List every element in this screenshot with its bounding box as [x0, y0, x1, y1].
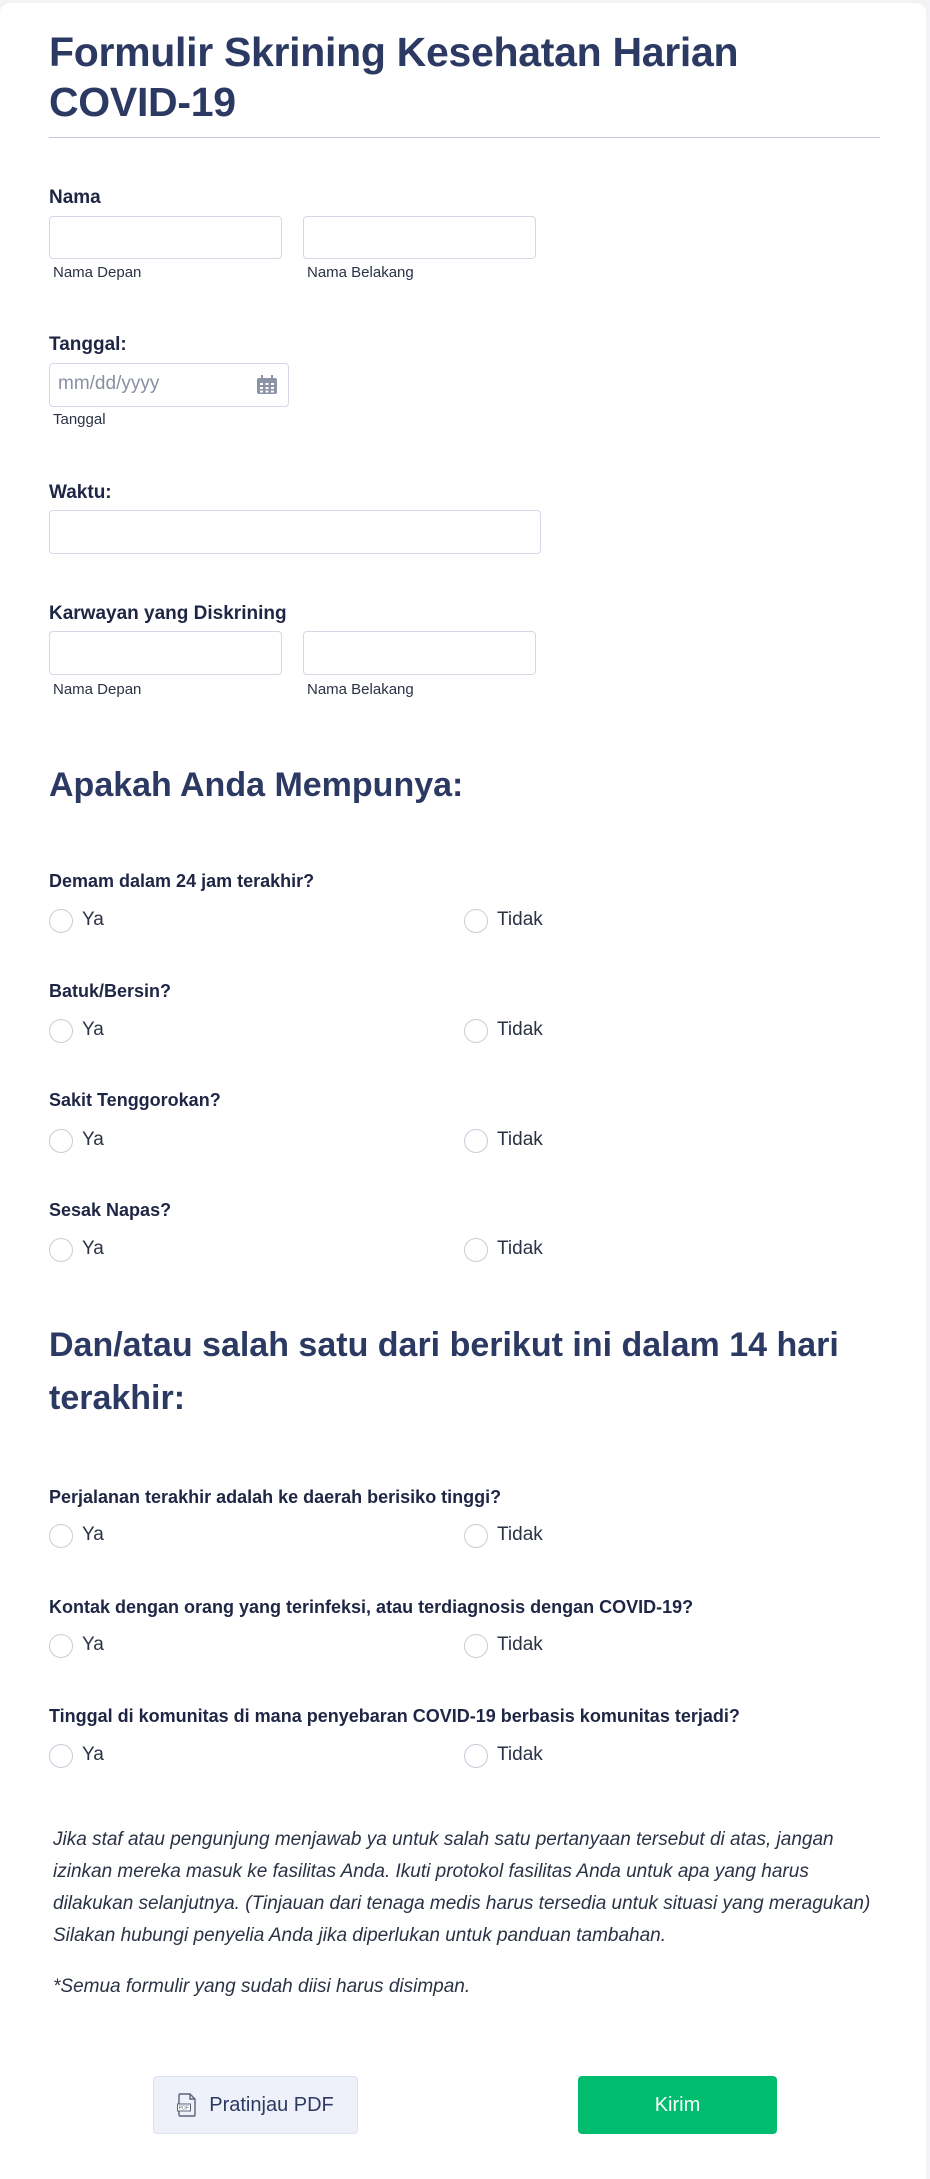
name-label: Nama — [49, 187, 101, 208]
last-name-input[interactable] — [303, 216, 536, 259]
radio-community-ya[interactable] — [49, 1744, 73, 1768]
last-name-sublabel: Nama Belakang — [307, 264, 414, 281]
radio-label-tidak: Tidak — [497, 1238, 543, 1259]
employee-last-name-sublabel: Nama Belakang — [307, 681, 414, 698]
first-name-input[interactable] — [49, 216, 282, 259]
radio-label-ya: Ya — [82, 1634, 104, 1655]
question-community: Tinggal di komunitas di mana penyebaran COVID-19 berbasis komunitas terjadi? — [49, 1706, 740, 1726]
date-label: Tanggal: — [49, 334, 127, 355]
radio-travel-tidak[interactable] — [464, 1524, 488, 1548]
question-sore-throat: Sakit Tenggorokan? — [49, 1090, 221, 1110]
date-placeholder: mm/dd/yyyy — [58, 373, 160, 394]
title-divider — [49, 137, 880, 138]
calendar-icon[interactable] — [256, 375, 278, 395]
radio-travel-ya[interactable] — [49, 1524, 73, 1548]
time-label: Waktu: — [49, 482, 112, 503]
radio-label-ya: Ya — [82, 1129, 104, 1150]
radio-sore-throat-ya[interactable] — [49, 1129, 73, 1153]
question-cough: Batuk/Bersin? — [49, 981, 172, 1001]
radio-cough-ya[interactable] — [49, 1019, 73, 1043]
radio-sore-throat-tidak[interactable] — [464, 1129, 488, 1153]
question-contact: Kontak dengan orang yang terinfeksi, atau terdiagnosis dengan COVID-19? — [49, 1597, 694, 1617]
radio-label-ya: Ya — [82, 1744, 104, 1765]
time-input[interactable] — [49, 510, 541, 554]
radio-contact-tidak[interactable] — [464, 1634, 488, 1658]
employee-label: Karwayan yang Diskrining — [49, 603, 287, 624]
radio-label-ya: Ya — [82, 909, 104, 930]
section1-heading: Apakah Anda Mempunya: — [49, 766, 464, 804]
radio-label-ya: Ya — [82, 1238, 104, 1259]
radio-community-tidak[interactable] — [464, 1744, 488, 1768]
radio-label-tidak: Tidak — [497, 1634, 543, 1655]
radio-label-tidak: Tidak — [497, 1744, 543, 1765]
form-card — [0, 3, 926, 2179]
date-sublabel: Tanggal — [53, 411, 106, 428]
radio-label-tidak: Tidak — [497, 1524, 543, 1545]
radio-label-tidak: Tidak — [497, 1019, 543, 1040]
preview-pdf-label: Pratinjau PDF — [209, 2093, 334, 2116]
pdf-file-icon — [177, 2093, 197, 2117]
radio-fever-tidak[interactable] — [464, 909, 488, 933]
preview-pdf-button[interactable] — [153, 2076, 358, 2134]
date-input[interactable] — [49, 363, 289, 407]
first-name-sublabel: Nama Depan — [53, 264, 142, 281]
radio-label-tidak: Tidak — [497, 909, 543, 930]
radio-contact-ya[interactable] — [49, 1634, 73, 1658]
question-travel: Perjalanan terakhir adalah ke daerah berisiko tinggi? — [49, 1487, 502, 1507]
form-title: Formulir Skrining Kesehatan Harian COVID-19 — [49, 29, 739, 125]
radio-breath-ya[interactable] — [49, 1238, 73, 1262]
question-fever: Demam dalam 24 jam terakhir? — [49, 871, 315, 891]
radio-label-ya: Ya — [82, 1019, 104, 1040]
radio-fever-ya[interactable] — [49, 909, 73, 933]
question-shortness-of-breath: Sesak Napas? — [49, 1200, 172, 1220]
radio-label-ya: Ya — [82, 1524, 104, 1545]
submit-label: Kirim — [654, 2093, 701, 2116]
radio-cough-tidak[interactable] — [464, 1019, 488, 1043]
note-text: *Semua formulir yang sudah diisi harus disimpan. — [53, 1976, 471, 1997]
employee-last-name-input[interactable] — [303, 631, 536, 675]
submit-button[interactable] — [578, 2076, 777, 2134]
radio-breath-tidak[interactable] — [464, 1238, 488, 1262]
radio-label-tidak: Tidak — [497, 1129, 543, 1150]
employee-first-name-sublabel: Nama Depan — [53, 681, 142, 698]
employee-first-name-input[interactable] — [49, 631, 282, 675]
svg-text:PDF: PDF — [179, 2105, 190, 2112]
instructions-text: Jika staf atau pengunjung menjawab ya untuk salah satu pertanyaan tersebut di atas, jangan izinkan mereka masuk ke fasilitas Anda. Ikuti protokol fasilitas Anda untuk apa yang harus dilakukan selanjutnya. (Tinjauan dari tenaga medis harus tersedia untuk situasi yang meragukan) Silakan hubungi penyelia Anda jika diperlukan untuk panduan tambahan. — [53, 1829, 871, 1946]
section2-heading: Dan/atau salah satu dari berikut ini dalam 14 hari terakhir: — [49, 1326, 839, 1417]
